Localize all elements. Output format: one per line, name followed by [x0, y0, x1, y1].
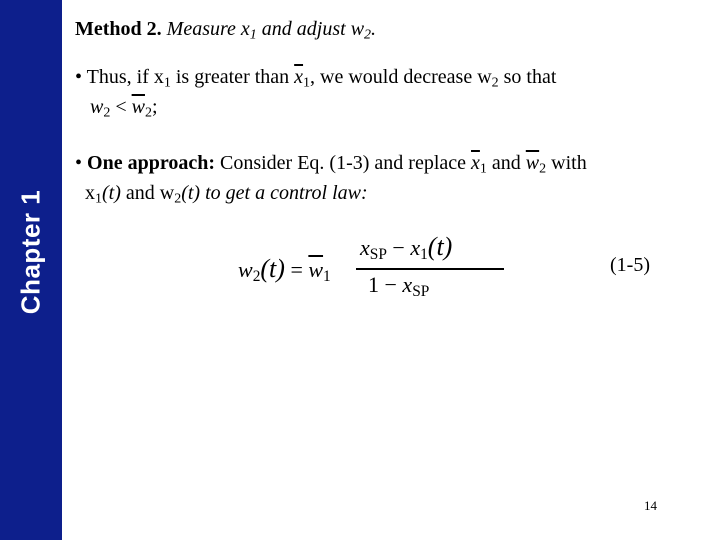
equation-numerator: [360, 232, 452, 262]
bullet-2-and: and: [486, 152, 526, 174]
heading-bold: Method 2.: [75, 18, 162, 40]
w2-bar-symbol: $\overline{w}$: [525, 152, 540, 174]
slide-content: [62, 0, 720, 540]
bullet-marker: •: [75, 152, 83, 174]
eq-w1-bar-sub: 1: [323, 267, 331, 285]
heading-italic-c: .: [371, 18, 377, 40]
cond-rhs-sub: 2: [144, 105, 152, 121]
line2-and: and w: [120, 182, 175, 204]
eq-lhs-sub: 2: [252, 267, 261, 285]
cond-end: ;: [151, 96, 158, 118]
line2-t: (t): [102, 182, 121, 204]
page-number: 14: [644, 498, 657, 513]
x1-bar-symbol: $\overline{x}$: [294, 66, 304, 88]
line2-x: x: [85, 182, 95, 204]
chapter-label: Chapter 1: [15, 189, 46, 315]
eq-w1-bar: $\overline{w}$: [308, 257, 324, 282]
bullet-1-sub-c: 2: [491, 75, 499, 91]
bullet-2-with: with: [546, 152, 587, 174]
eq-num-minus: −: [386, 235, 411, 260]
line2-rest: (t) to get a control law:: [181, 182, 368, 204]
eq-den-one: 1 −: [368, 272, 403, 297]
equation-denominator: [368, 272, 429, 298]
w2-bar-sub: 2: [539, 161, 547, 177]
heading-italic-b: and adjust w: [256, 18, 365, 40]
heading-sub-1: 1: [249, 27, 257, 43]
heading-italic: [166, 18, 377, 43]
fraction-bar: [356, 268, 504, 270]
eq-num-x-sub: SP: [369, 245, 387, 263]
bullet-1-line-1: [75, 66, 556, 89]
bullet-2-text-a: Consider Eq. (1-3) and replace: [215, 152, 472, 174]
eq-num-arg: (t): [427, 232, 453, 261]
heading-italic-a: Measure x: [166, 18, 250, 40]
bullet-1-sub-a: 1: [163, 75, 171, 91]
line2-x-sub: 1: [95, 191, 102, 207]
bullet-1-text-b: is greater than: [170, 66, 295, 88]
bullet-1-text-c: , we would decrease w: [310, 66, 492, 88]
equation-lhs: [238, 254, 331, 284]
eq-lhs-arg: (t): [260, 254, 285, 283]
bullet-2-line-2: [85, 182, 368, 205]
slide-heading: [75, 18, 376, 41]
bullet-1-line-2: [90, 96, 158, 119]
eq-num-x1: x: [410, 235, 421, 260]
bullet-2-bold: One approach:: [87, 152, 215, 174]
x1-bar-symbol-2: $\overline{x}$: [471, 152, 480, 174]
bullet-marker: •: [75, 66, 83, 88]
chapter-sidebar: [0, 0, 62, 540]
eq-den-x: x: [402, 272, 413, 297]
cond-lhs: w: [90, 96, 104, 118]
x1-bar-sub: 1: [303, 75, 311, 91]
bullet-1-text-a: Thus, if x: [86, 66, 164, 88]
x1-bar-sub-2: 1: [479, 161, 487, 177]
cond-lhs-sub: 2: [103, 105, 111, 121]
eq-den-x-sub: SP: [412, 282, 430, 300]
bullet-1-text-d: so that: [498, 66, 557, 88]
cond-operator: <: [115, 96, 127, 118]
equation-number: (1-5): [610, 254, 650, 276]
line2-w-sub: 2: [174, 191, 182, 207]
cond-rhs: $\overline{w}$: [131, 96, 145, 118]
bullet-2-line-1: [75, 152, 587, 175]
eq-num-x1-sub: 1: [420, 245, 428, 263]
eq-sign: =: [290, 257, 303, 282]
eq-lhs-var: w: [238, 257, 253, 282]
heading-sub-2: 2: [364, 27, 372, 43]
eq-num-x: x: [360, 235, 370, 260]
